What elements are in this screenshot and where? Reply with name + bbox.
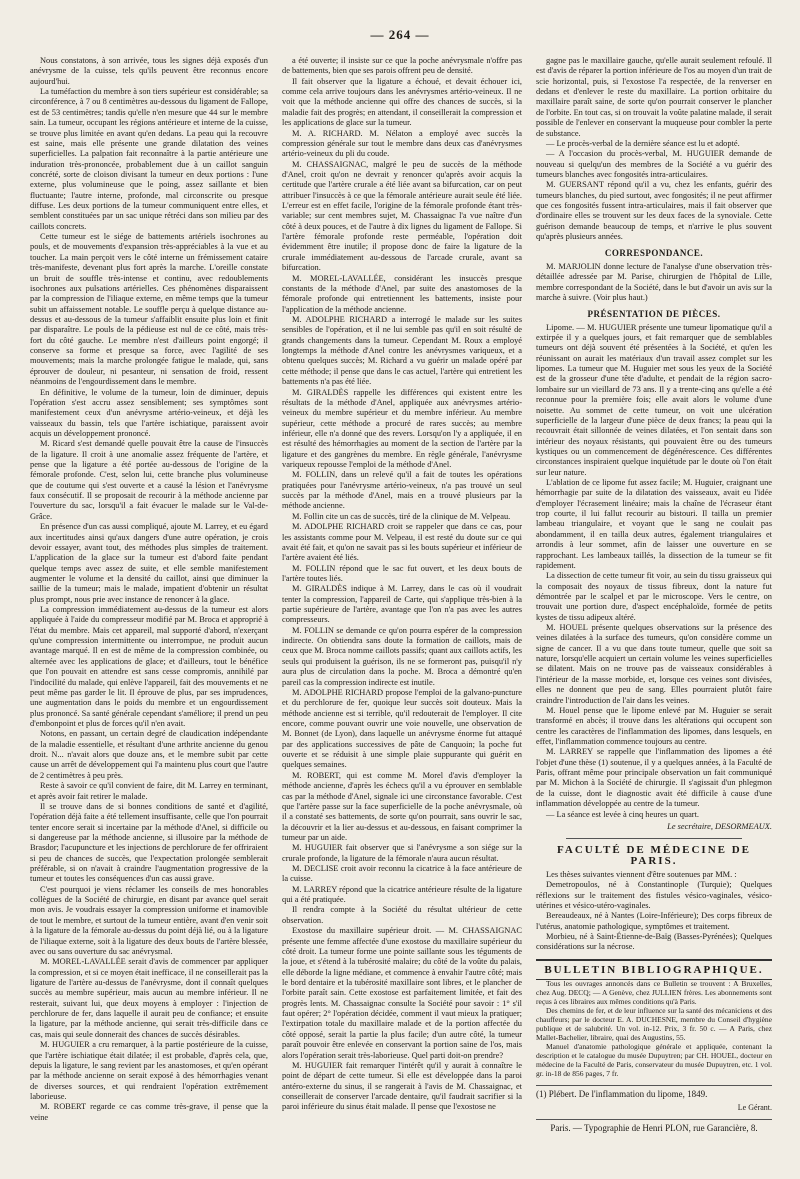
paragraph: Cette tumeur est le siége de battements artériels isochrones au pouls, et de mouvements d'expansion très-appréciables à la vue et au toucher. La main perçoit vers le côté interne un frémissement cataire très-manifeste, devenant plus fort après la marche. L'oreille constate un bruit de souffle très-intense et continu, avec redoublements isochrones aux pulsations artérielles. Ces phénomènes disparaissent par la compression de l'iliaque externe, en même temps que la tumeur subit un affaissement notable. Le souffle perçu à quelque distance au-dessus et au-dessous de la tumeur s'affaiblit ensuite plus loin et finit par disparaître. Le pouls de la pédieuse est nul de ce côté, mais très-fort du côté gauche. Le membre n'est d'ailleurs point engorgé; il conserve sa forme et presque sa force, avec l'agilité de ses mouvements; mais la marche prolongée fatigue le malade, qui, sans éprouver de douleur, ni pesanteur, ni sensation de froid, ressent néanmoins de l'engourdissement dans le membre. bbox=[30, 232, 268, 387]
column-3 bbox=[536, 56, 772, 1139]
page-header bbox=[0, 26, 800, 44]
paragraph: Exostose du maxillaire supérieur droit. — M. CHASSAIGNAC présente une femme affectée d'une exostose du maxillaire supérieur du côté droit. La tumeur forme une pointe saillante sous les téguments de la joue, et s'étend à la tubérosité malaire; du côté de la voûte du palais, elle déborde la ligne médiane, et commence à envahir l'autre côté; mais le bord dentaire et la tubérosité maxillaire sont libres, et le plancher de l'orbite paraît sain. Cette exostose est parfaitement limitée, et fait des progrès lents. M. Chassaignac consulte la Société pour savoir : 1° s'il faut opérer; 2° l'opération décidée, comment il vaut mieux la pratiquer; l'extirpation totale du maxillaire malade et de la portion affectée du côté opposé, serait la partie la plus facile; d'un autre côté, la tumeur paraît pouvoir être enlevée en conservant la portion saine de l'os, mais alors l'opération serait très-laborieuse. Quel parti doit-on prendre? bbox=[282, 926, 522, 1060]
bulletin-entry: Tous les ouvrages annoncés dans ce Bulletin se trouvent : A Bruxelles, chez Aug. DECQ; — A Genève, chez JULLIEN frères. Les abonnements sont reçus à ces libraires aux mêmes conditions qu'à Paris. bbox=[536, 979, 772, 1007]
paragraph: M. ADOLPHE RICHARD a interrogé le malade sur les suites sensibles de l'opération, et il ne lui semble pas qu'il en soit résulté de grands changements dans la tumeur. Cependant M. Roux a employé longtemps la méthode d'Anel contre les anévrysmes variqueux, et a obtenu quelques succès; M. Richard a vu guérir un malade opéré par cette méthode; il pense que dans le cas actuel, l'artère qui entretient les battements n'a pas été liée. bbox=[282, 314, 522, 387]
paragraph: M. LARREY se rappelle que l'inflammation des lipomes a été l'objet d'une thèse (1) soutenue, il y a quelques années, à la Faculté de Paris, offrant même pour principale observation un fait communiqué par M. Michon à la Société de chirurgie. Il s'agissait d'un phlegmon de la cuisse, dont le diagnostic avait été difficile à cause d'une inflammation développée au centre de la tumeur. bbox=[536, 747, 772, 809]
paragraph: M. Houel pense que le lipome enlevé par M. Huguier se serait transformé en abcès; il trouve dans les altérations qui occupent son centre les caractères de l'inflammation des lipomes, dans lesquels, en effet, l'inflammation commence toujours au centre. bbox=[536, 705, 772, 746]
printer-line: Paris. — Typographie de Henri PLON, rue Garancière, 8. bbox=[536, 1119, 772, 1133]
paragraph: M. FOLLIN répond que le sac fut ouvert, et les deux bouts de l'artère toutes liés. bbox=[282, 563, 522, 583]
thesis-entry: Morbieu, né à Saint-Étienne-de-Baïg (Basses-Pyrénées); Quelques considérations sur la nécrose. bbox=[536, 932, 772, 952]
paragraph: Lipome. — M. HUGUIER présente une tumeur lipomatique qu'il a extirpée il y a quelques jours, et fait remarquer que de semblables tumeurs ont déjà souvent été présentées à la Société, et qu'en les réunissant on aurait les matériaux d'un travail assez complet sur les lipomes. La tumeur que M. Huguier met sous les yeux de la Société est de la grosseur d'une tête d'adulte, et pendait de la région sacro-lombaire sur un vieillard de 73 ans. Il y a trente-cinq ans qu'elle a été reconnue pour la première fois; elle avait alors le volume d'une noisette. Au sommet de cette tumeur, on voit une ulcération superficielle de la largeur d'une pièce de deux francs; la peau qui la recouvrait était sillonnée de veines dilatées, et l'on sentait dans son intérieur des noyaux résistants, qui pouvaient être ou des tumeurs kystiques ou un commencement de dégénérescence. Ces différentes circonstances inspiraient quelque inquiétude par le doute où l'on était sur leur nature. bbox=[536, 322, 772, 477]
paragraph: M. GUERSANT répond qu'il a vu, chez les enfants, guérir des tumeurs blanches, du pied surtout, avec fongosités; il ne peut affirmer que ces fongosités fussent intra-articulaires, mais il fait observer que d'ordinaire elles se trouvent sur les deux faces de la synoviale. Cette guérison demande beaucoup de temps, et n'arrive le plus souvent qu'après plusieurs années. bbox=[536, 180, 772, 242]
correspondance-text: M. MARJOLIN donne lecture de l'analyse d'une observation très-détaillée adressée par M. Parise, chirurgien de l'hôpital de Lille, membre correspondant de la Société, dans le but d'avoir un avis sur la marche à suivre. (Voir plus haut.) bbox=[536, 261, 772, 302]
page-number: — 264 — bbox=[370, 27, 430, 42]
paragraph: — Le procès-verbal de la dernière séance est lu et adopté. bbox=[546, 138, 740, 148]
paragraph: M. MOREL-LAVALLÉE serait d'avis de commencer par appliquer la compression, et si ce moyen était inefficace, il ne conseillerait pas la ligature de l'artère au-dessus de l'anévrysme, dont il connaît quelques succès au membre supérieur, mais aucun au membre inférieur. Il ne resterait, suivant lui, que deux moyens à employer : l'injection de perchlorure de fer, dans laquelle il aurait peu de confiance; et ensuite la ligature, par la méthode ancienne, qui serait très-difficile dans ce cas, mais qui seule donnerait des chances de succès désirables. bbox=[30, 957, 268, 1039]
secretary-signature: Le secrétaire, DESORMEAUX. bbox=[667, 821, 772, 831]
thesis-entry: Les thèses suivantes viennent d'être soutenues par MM. : bbox=[546, 869, 737, 879]
paragraph: a été ouverte; il insiste sur ce que la poche anévrysmale n'offre pas de battements, bien que ses parois offrent peu de densité. bbox=[282, 56, 522, 76]
faculty-heading: FACULTÉ DE MÉDECINE DE PARIS. bbox=[556, 844, 752, 867]
paragraph: En définitive, le volume de la tumeur, loin de diminuer, depuis l'opération s'est accru assez sensiblement; ses symptômes sont manifestement ceux d'un anévrysme artério-veineux, et déjà les vaisseaux du bassin, tels que l'artère ischiatique, paraissent avoir acquis un développement prononcé. bbox=[30, 387, 268, 438]
paragraph: M. LARREY répond que la cicatrice antérieure résulte de la ligature qui a été pratiquée. bbox=[282, 884, 522, 905]
paragraph: Il fait observer que la ligature a échoué, et devait échouer ici, comme cela arrive toujours dans les anévrysmes artério-veineux. Il ne voit que la méthode ancienne qui offre des chances de succès, si la maladie fait des progrès; en attendant, il conseillerait la compression et les applications de glace sur la tumeur. bbox=[282, 76, 522, 128]
gerant-label: Le Gérant. bbox=[737, 1103, 772, 1113]
paragraph: M. HUGUIER fait remarquer l'intérêt qu'il y aurait à connaître le point de départ de cette tumeur. Si elle est développée dans la paroi antéro-externe du sinus, il se rangerait à l'avis de M. Chassaignac, et conseillerait de conserver l'arcade dentaire, qu'il faudrait sacrifier si la paroi inférieure du sinus était malade. Il pense que l'exostose ne bbox=[282, 1060, 522, 1112]
section-heading-correspondance: CORRESPONDANCE. bbox=[604, 248, 704, 259]
paragraph: C'est pourquoi je viens réclamer les conseils de mes honorables collègues de la Société de chirurgie, en disant par avance quel serait mon avis. Je voudrais essayer la compression uniforme et inamovible de tout le membre, et surtout de la tumeur entière, avant d'en venir soit à la ligature de la fémorale au-dessus du point déjà lié, ou à la ligature de l'iliaque externe, soit à la ligature des deux bouts de l'artère blessée, avec ou sans ouverture du sac anévrysmal. bbox=[30, 884, 268, 956]
paragraph: M. GIRALDÈS indique à M. Larrey, dans le cas où il voudrait tenter la compression, l'appareil de Carte, qui s'applique très-bien à la partie supérieure de l'artère, avantage que l'on n'a pas avec les autres compresseurs. bbox=[282, 584, 522, 625]
paragraph: M. HUGUIER fait observer que si l'anévrysme a son siége sur la crurale profonde, la ligature de la fémorale n'aura aucun résultat. bbox=[282, 843, 522, 863]
divider bbox=[566, 838, 742, 839]
paragraph: M. DECLISE croit avoir reconnu la cicatrice à la face antérieure de la cuisse. bbox=[282, 864, 522, 884]
paragraph: — La séance est levée à cinq heures un quart. bbox=[546, 809, 700, 819]
article-body bbox=[30, 56, 772, 1139]
paragraph: M. GIRALDÈS rappelle les différences qui existent entre les résultats de la méthode d'Anel, appliquée aux anévrysmes artério-veineux du membre supérieur et du membre inférieur. Au membre supérieur, cette méthode a procuré de rares succès; au membre inférieur, elle n'a donné que des revers. Lorsqu'on l'y a appliquée, il en est résulté des hémorrhagies au moment de la section de l'artère par la ligature et des gangrènes du membre. En règle générale, l'anévrysme variqueux repousse l'emploi de la méthode d'Anel. bbox=[282, 387, 522, 470]
section-heading-pieces: PRÉSENTATION DE PIÈCES. bbox=[587, 309, 721, 320]
paragraph: La tuméfaction du membre à son tiers supérieur est considérable; sa circonférence, à 7 ou 8 centimètres au-dessous du ligament de Fallope, est de 53 centimètres; tandis qu'elle n'en mesure que 44 sur le membre sain. La tumeur, occupant les régions antérieure et interne de la cuisse, se trouve plus limitée en avant qu'en dedans. La peau qui la recouvre est saine, mais elle présente une grande dilatation des veines superficielles. La palpation fait reconnaître à la partie antérieure une induration très-prononcée, probablement due à un caillot sanguin concrété, sorte de cloison divisant la tumeur en deux portions : l'une externe, plus volumineuse que le poing, assez saillante et bien fluctuante; l'autre interne, profonde, mal circonscrite ou presque diffuse. Les deux portions de la tumeur communiquent entre elles, et semblent constituées par un sac unique rétréci dans son milieu par des caillots concrets. bbox=[30, 87, 268, 231]
column-2 bbox=[282, 56, 522, 1139]
paragraph: Il se trouve dans de si bonnes conditions de santé et d'agilité, l'opération déjà faite a été tellement insuffisante, celle que l'on pourrait tenter encore serait si incertaine par la méthode d'Anel, si difficile ou si dangereuse par la méthode ancienne, si illusoire par la méthode de Brasdor; l'acupuncture et les injections de perchlorure de fer offriraient si peu de chances de succès, que l'expectation prolongée semblerait préférable, si on n'avait à craindre l'augmentation progressive de la tumeur et toutes les conséquences d'un cas aussi grave. bbox=[30, 801, 268, 884]
column-1 bbox=[30, 56, 268, 1139]
paragraph: M. ADOLPHE RICHARD propose l'emploi de la galvano-puncture et du perchlorure de fer, quoique leur succès soit douteux. Mais la méthode ancienne est si terrible, qu'il redouterait de l'employer. Il cite encore, comme pouvant ouvrir une voie nouvelle, une observation de M. Bonnet (de Lyon), dans laquelle un anévrysme énorme fut attaqué par des applications successives de pâte de Canquoin; la poche fut ouverte et se réduisit à une simple plaie suppurante qui guérit en quelques semaines. bbox=[282, 687, 522, 770]
paragraph: Reste à savoir ce qu'il convient de faire, dit M. Larrey en terminant, et après avoir fait retirer le malade. bbox=[30, 781, 268, 801]
paragraph: Il rendra compte à la Société du résultat ultérieur de cette observation. bbox=[282, 905, 522, 925]
paragraph: M. ROBERT, qui est comme M. Morel d'avis d'employer la méthode ancienne, d'après les échecs qu'il a vu éprouver en semblable cas par la méthode d'Anel, signale ici une circonstance favorable. C'est que l'artère passe sur la face superficielle de la poche anévrysmale, où il a constaté ses battements, de sorte qu'on pourrait, sans ouvrir le sac, la découvrir et la lier au-dessus et au-dessous, en faisant comprimer la tumeur par un aide. bbox=[282, 770, 522, 842]
paragraph: M. CHASSAIGNAC, malgré le peu de succès de la méthode d'Anel, croit qu'on ne devrait y renoncer qu'après avoir acquis la certitude que l'artère crurale a été liée avant sa bifurcation, car on peut attribuer l'insuccès à ce que la fémorale antérieure aurait seule été liée. L'erreur est en effet facile, l'origine de la fémorale profonde étant très-variable; sur cent membres sujet, M. Chassaignac l'a vue naître d'un côté à deux pouces, et de l'autre à dix lignes du ligament de Fallope. Si l'artère fémorale profonde reste perméable, l'opération doit évidemment être inutile; il propose donc de faire la ligature de la crurale immédiatement au-dessous de l'arcade crurale, avant sa bifurcation. bbox=[282, 159, 522, 273]
paragraph: M. ROBERT regarde ce cas comme très-grave, il pense que la veine bbox=[30, 1102, 268, 1122]
thesis-entry: Bereaudeaux, né à Nantes (Loire-Inférieure); Des corps fibreux de l'utérus, anatomie pathologique, symptômes et traitement. bbox=[536, 911, 772, 931]
paragraph: M. Follin cite un cas de succès, tiré de la clinique de M. Velpeau. bbox=[292, 511, 511, 521]
footnote: (1) Plébert. De l'inflammation du lipome, 1849. bbox=[536, 1085, 772, 1099]
bulletin-heading: BULLETIN BIBLIOGRAPHIQUE. bbox=[544, 963, 764, 976]
paragraph: — A l'occasion du procès-verbal, M. HUGUIER demande de nouveau si quelqu'un des membres de la Société a vu guérir des tumeurs blanches avec fongosités intra-articulaires. bbox=[536, 149, 772, 179]
paragraph: La compression immédiatement au-dessus de la tumeur est alors appliquée à l'aide du compresseur modifié par M. Broca et approprié à l'état du membre. Mais cet appareil, mal supporté d'abord, n'exerçant qu'une compression intermittente ou interrompue, ne produit aucun avantage marqué. Il en est de même de la compression combinée, ou alternée avec les applications de glace; et d'ailleurs, tout le bénéfice que l'on pouvait en attendre est sans cesse compromis, annihilé par l'indocilité du malade, qui enlève l'appareil, fait des mouvements et ne peut même pas garder le lit. Il éprouve de plus, par ses imprudences, une augmentation dans le poids du membre et un engourdissement plus prononcé. Sa santé générale cependant s'améliore; il prend un peu d'embonpoint et plus de forces qu'il n'en avait. bbox=[30, 605, 268, 728]
paragraph: L'ablation de ce lipome fut assez facile; M. Huguier, craignant une hémorrhagie par suite de la dilatation des vaisseaux, avait eu l'idée d'employer l'écrasement linéaire; mais la chaîne de l'écraseur étant trop courte, il lui fallut recourir au bistouri. Il tailla un premier lambeau triangulaire, et voyant que le sang ne coulait pas abondamment, il en tailla deux autres, également triangulaires et arrondis à leur sommet, afin de laisser une ouverture en se rapprochant. Les lambeaux taillés, la dissection de la tumeur se fit rapidement. bbox=[536, 478, 772, 570]
thesis-entry: Demetropoulos, né à Constantinople (Turquie); Quelques réflexions sur le traitement des fistules vésico-vaginales, vésico-utérines et vésico-utéro-vaginales. bbox=[536, 880, 772, 911]
paragraph: M. HUGUIER a cru remarquer, à la partie postérieure de la cuisse, que l'artère ischiatique était dilatée; il est probable, d'après cela, que, depuis la ligature, le sang revient par les anastomoses, et qu'en opérant par la méthode ancienne on serait exposé à des hémorrhagies venant de diverses sources, et qui rendraient l'opération extrêmement laborieuse. bbox=[30, 1040, 268, 1101]
paragraph: M. FOLLIN se demande ce qu'on pourra espérer de la compression indirecte. On obtiendra sans doute la formation de caillots, mais de ceux que M. Broca nomme caillots passifs; quant aux caillots actifs, les seuls qui produisent la guérison, ils ne se formeront pas, puisqu'il n'y aura plus de circulation dans la poche. M. Broca a démontré qu'en pareil cas la compression indirecte est inutile. bbox=[282, 625, 522, 687]
paragraph: La dissection de cette tumeur fit voir, au sein du tissu graisseux qui la composait des noyaux de tissus fibreux, dont la nature fut démontrée par le scalpel et par le microscope. Vers le centre, on trouvait une portion dure, d'aspect encéphaloïde, formée de petits kystes de tissu adipeux altéré. bbox=[536, 571, 772, 622]
bulletin-box bbox=[536, 959, 772, 980]
bulletin-entry: Des chemins de fer, et de leur influence sur la santé des mécaniciens et des chauffeurs; par le docteur E. A. DUCHESNE, membre du Conseil d'hygiène publique et de salubrité. Un vol. in-12. Prix, 3 fr. 50 c. — A Paris, chez Mallet-Bachelier, libraire, quai des Augustins, 55. bbox=[536, 1006, 772, 1042]
paragraph: En présence d'un cas aussi compliqué, ajoute M. Larrey, et eu égard aux incertitudes ainsi qu'aux dangers d'une autre opération, je crois devoir essayer, avant tout, des méthodes plus simples de traitement. L'application de la glace sur la tumeur est d'abord faite pendant quelque temps avec assez de suite, et elle semble manifestement augmenter le volume et la densité du caillot, ainsi que diminuer la saillie de la tumeur; mais le malade, impatient d'obtenir un résultat plus prompt, nous prie avec instance de renoncer à la glace. bbox=[30, 522, 268, 604]
paragraph: M. HOUEL présente quelques observations sur la présence des veines dilatées à la surface des tumeurs, qu'on considère comme un signe de cancer. Il a vu que dans toute tumeur, quelle que soit sa nature, lorsqu'elle acquiert un certain volume les veines superficielles se dilatent. Mais on ne trouve pas de vaisseaux considérables à l'intérieur de la masse morbide, et, lorsque ces veines sont divisées, elles ne donnent que peu de sang. Elles pourraient plutôt faire craindre l'introduction de l'air dans les veines. bbox=[536, 623, 772, 705]
paragraph: M. FOLLIN, dans un relevé qu'il a fait de toutes les opérations pratiquées pour l'anévrysme artério-veineux, n'a pas trouvé un seul succès par la méthode d'Anel, mais en a trouvé plusieurs par la méthode ancienne. bbox=[282, 470, 522, 511]
paragraph: M. MOREL-LAVALLÉE, considérant les insuccès presque constants de la méthode d'Anel, par suite des anastomoses de la fémorale profonde qui entretiennent les battements, insiste pour l'application de la méthode ancienne. bbox=[282, 273, 522, 314]
paragraph: M. ADOLPHE RICHARD croit se rappeler que dans ce cas, pour les assistants comme pour M. Velpeau, il est resté du doute sur ce qui avait été fait, et qu'on ne savait pas si les bouts supérieur et inférieur de l'artère avaient été liés. bbox=[282, 522, 522, 563]
paragraph: Notons, en passant, un certain degré de claudication indépendante de la maladie essentielle, et résultant d'une arthrite ancienne du genou droit. N... n'avait alors que douze ans, et le membre subit par cette cause un arrêt de développement qui l'a maintenu plus court que l'autre de 2 centimètres à peu près. bbox=[30, 729, 268, 780]
bulletin-entry: Manuel d'anatomie pathologique générale et appliquée, contenant la description et le catalogue du musée Dupuytren; par CH. HOUEL, docteur en médecine de la Faculté de Paris, conservateur du musée Dupuytren, etc. 1 vol. gr. in-18 de 856 pages, 7 fr. bbox=[536, 1041, 772, 1078]
paragraph: M. Ricard s'est demandé quelle pouvait être la cause de l'insuccès de la ligature. Il croit à une anomalie assez fréquente de l'artère, et pense que la ligature a été portée au-dessous de l'origine de la fémorale profonde. C'est, selon lui, cette branche plus volumineuse que de coutume qui s'est ouverte et a causé la lésion et l'anévrysme faux consécutif. Il se proposait de recourir à la méthode ancienne par l'ouverture du sac, lorsqu'il a fait évacuer le malade sur le Val-de-Grâce. bbox=[30, 439, 268, 521]
paragraph: M. A. RICHARD. M. Nélaton a employé avec succès la compression générale sur tout le membre dans deux cas d'anévrysmes artério-veineux du pli du coude. bbox=[282, 128, 522, 159]
paragraph: Nous constatons, à son arrivée, tous les signes déjà exposés d'un anévrysme de la cuisse, tels qu'ils peuvent être reconnus encore aujourd'hui. bbox=[30, 56, 268, 86]
paragraph: gagne pas le maxillaire gauche, qu'elle aurait seulement refoulé. Il est d'avis de réparer la portion inférieure de l'os au moyen d'un trait de scie horizontal, puis, si l'exostose l'a respectée, de la renverser en dedans et d'enlever le reste du maxillaire. La portion orbitaire du maxillaire paraît saine, de sorte qu'on pourrait conserver le plancher de l'orbite. En tout cas, si on trouvait la voûte palatine malade, il serait possible de l'enlever en conservant la muqueuse pour combler la perte de substance. bbox=[536, 56, 772, 138]
